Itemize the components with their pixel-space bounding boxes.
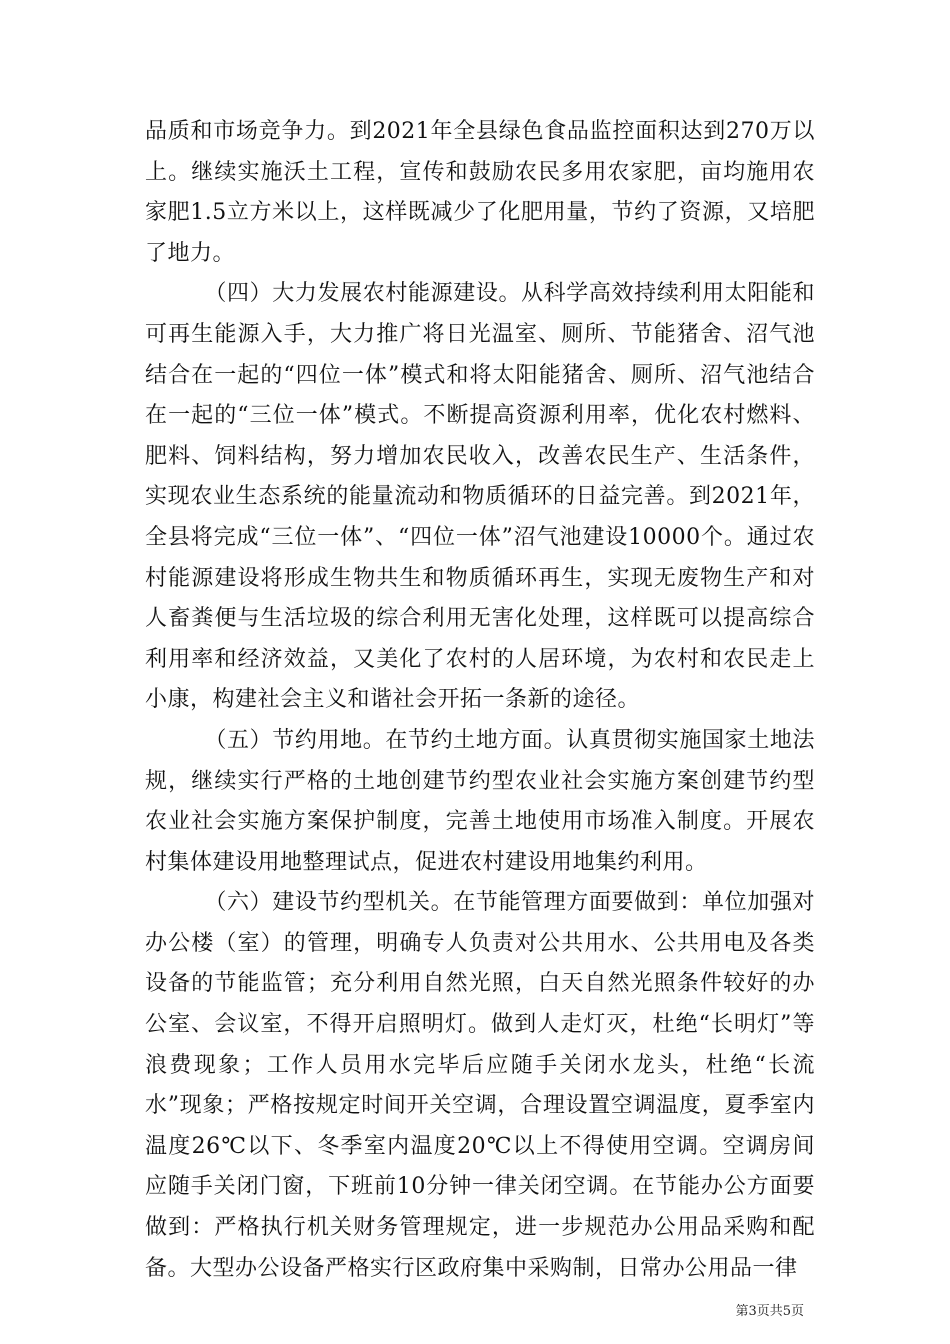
- paragraph-continuation: 品质和市场竞争力。到2021年全县绿色食品监控面积达到270万以上。继续实施沃土工程，宣传和鼓励农民多用农家肥，亩均施用农家肥1.5立方米以上，这样既减少了化肥用量，节约了资源，又培肥了地力。: [145, 119, 815, 266]
- paragraph-rural-energy: （四）大力发展农村能源建设。从科学高效持续利用太阳能和可再生能源入手，大力推广将日光温室、厕所、节能猪舍、沼气池结合在一起的“四位一体”模式和将太阳能猪舍、厕所、沼气池结合在一起的“三位一体”模式。不断提高资源利用率，优化农村燃料、肥料、饲料结构，努力增加农民收入，改善农民生产、生活条件，实现农业生态系统的能量流动和物质循环的日益完善。到2021年，全县将完成“三位一体”、“四位一体”沼气池建设10000个。通过农村能源建设将形成生物共生和物质循环再生，实现无废物生产和对人畜粪便与生活垃圾的综合利用无害化处理，这样既可以提高综合利用率和经济效益，又美化了农村的人居环境，为农村和农民走上小康，构建社会主义和谐社会开拓一条新的途径。: [145, 281, 815, 713]
- paragraph-saving-agency: （六）建设节约型机关。在节能管理方面要做到：单位加强对办公楼（室）的管理，明确专人负责对公共用水、公共用电及各类设备的节能监管；充分利用自然光照，白天自然光照条件较好的办公室、会议室，不得开启照明灯。做到人走灯灭，杜绝“长明灯”等浪费现象；工作人员用水完毕后应随手关闭水龙头，杜绝“长流水”现象；严格按规定时间开关空调，合理设置空调温度，夏季室内温度26℃以下、冬季室内温度20℃以上不得使用空调。空调房间应随手关闭门窗，下班前10分钟一律关闭空调。在节能办公方面要做到：严格执行机关财务管理规定，进一步规范办公用品采购和配备。大型办公设备严格实行区政府集中采购制，日常办公用品一律: [145, 890, 815, 1281]
- paragraph-land-saving: （五）节约用地。在节约土地方面。认真贯彻实施国家土地法规，继续实行严格的土地创建节约型农业社会实施方案创建节约型农业社会实施方案保护制度，完善土地使用市场准入制度。开展农村集体建设用地整理试点，促进农村建设用地集约利用。: [145, 727, 815, 875]
- document-body: [145, 112, 815, 1289]
- page-number: 第3页共5页: [735, 1304, 804, 1319]
